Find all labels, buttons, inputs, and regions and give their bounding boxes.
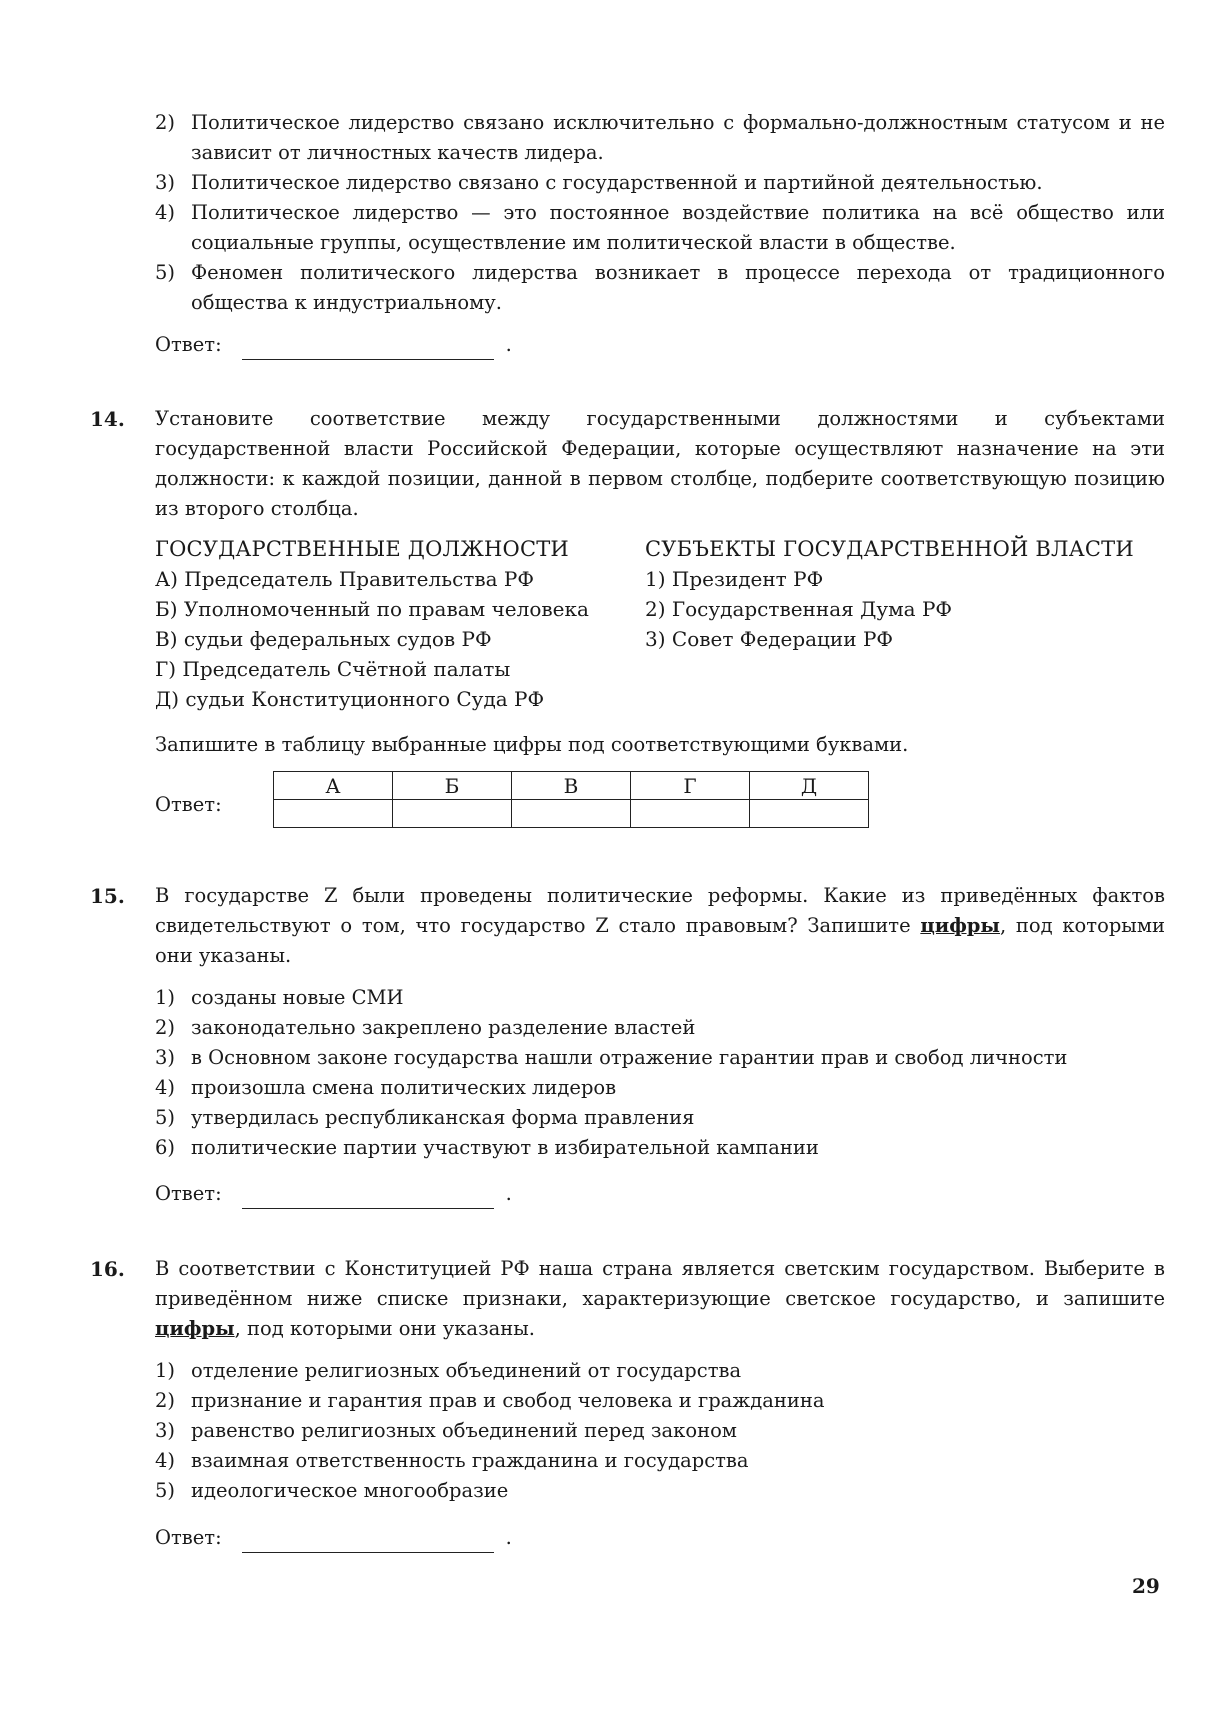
answer-header-g: Г — [631, 772, 750, 800]
page-number: 29 — [1132, 1574, 1160, 1598]
q15-options — [155, 983, 1165, 1163]
answer-cell-b[interactable] — [393, 800, 512, 828]
question-text: В государстве Z были проведены политические реформы. Какие из приведённых фактов свидетельствуют о том, что государство Z стало правовым? Запишите цифры, под которыми они указаны. — [155, 884, 1165, 967]
q16-answer: Ответ: . — [155, 1523, 512, 1553]
q14-answer-table — [273, 771, 869, 828]
answer-label: Ответ: — [155, 333, 222, 356]
answer-cell-v[interactable] — [512, 800, 631, 828]
answer-cell-g[interactable] — [631, 800, 750, 828]
answer-cell-d[interactable] — [750, 800, 869, 828]
q13-option-3: 3) Политическое лидерство связано с государственной и партийной деятельностью. — [155, 171, 1043, 194]
answer-header-b: Б — [393, 772, 512, 800]
left-item-d: Д) судьи Конституционного Суда РФ — [155, 687, 545, 711]
right-column-title: СУБЪЕКТЫ ГОСУДАРСТВЕННОЙ ВЛАСТИ — [645, 537, 1134, 561]
q14-answer-label: Ответ: — [155, 793, 222, 816]
q15-option-1: 1) созданы новые СМИ — [155, 986, 404, 1009]
left-item-g: Г) Председатель Счётной палаты — [155, 657, 511, 681]
question-number: 14. — [90, 407, 125, 431]
answer-cell-a[interactable] — [274, 800, 393, 828]
q15-answer-field[interactable] — [242, 1188, 494, 1209]
q14-left-column — [155, 534, 655, 714]
q16-answer-field[interactable] — [242, 1532, 494, 1553]
left-item-v: В) судьи федеральных судов РФ — [155, 627, 492, 651]
right-item-2: 2) Государственная Дума РФ — [645, 597, 953, 621]
question-number: 16. — [90, 1257, 125, 1281]
q14-instruction: Запишите в таблицу выбранные цифры под соответствующими буквами. — [155, 733, 909, 756]
q15-option-3: 3) в Основном законе государства нашли отражение гарантии прав и свобод личности — [155, 1046, 1068, 1069]
answer-table-input-row — [274, 800, 869, 828]
q13-option-2: 2) Политическое лидерство связано исключительно с формально-должностным статусом и не зависит от личностных качеств лидера. — [155, 111, 1165, 164]
q13-answer: Ответ: . — [155, 330, 512, 360]
answer-table-header-row — [274, 772, 869, 800]
right-item-3: 3) Совет Федерации РФ — [645, 627, 893, 651]
q16-options — [155, 1356, 1165, 1506]
q13-option-5: 5) Феномен политического лидерства возникает в процессе перехода от традиционного общества к индустриальному. — [155, 261, 1165, 314]
left-item-a: А) Председатель Правительства РФ — [155, 567, 534, 591]
q16-option-4: 4) взаимная ответственность гражданина и государства — [155, 1449, 749, 1472]
answer-header-v: В — [512, 772, 631, 800]
q13-option-4: 4) Политическое лидерство — это постоянное воздействие политика на всё общество или социальные группы, осуществление им политической власти в обществе. — [155, 201, 1165, 254]
left-item-b: Б) Уполномоченный по правам человека — [155, 597, 589, 621]
question-text: Установите соответствие между государственными должностями и субъектами государственной власти Российской Федерации, которые осуществляют назначение на эти должности: к каждой позиции, данной в первом столбце, подберите соответствующую позицию из второго столбца. — [155, 407, 1165, 520]
q15-answer: Ответ: . — [155, 1179, 512, 1209]
q15-option-6: 6) политические партии участвуют в избирательной кампании — [155, 1136, 819, 1159]
answer-label: Ответ: — [155, 1182, 222, 1205]
answer-header-d: Д — [750, 772, 869, 800]
right-item-1: 1) Президент РФ — [645, 567, 824, 591]
question-number: 15. — [90, 884, 125, 908]
q16-option-2: 2) признание и гарантия прав и свобод человека и гражданина — [155, 1389, 825, 1412]
q15-option-5: 5) утвердилась республиканская форма правления — [155, 1106, 695, 1129]
answer-header-a: А — [274, 772, 393, 800]
q16-option-3: 3) равенство религиозных объединений перед законом — [155, 1419, 737, 1442]
left-column-title: ГОСУДАРСТВЕННЫЕ ДОЛЖНОСТИ — [155, 537, 569, 561]
q14-right-column — [645, 534, 1165, 654]
q13-answer-field[interactable] — [242, 339, 494, 360]
question-text: В соответствии с Конституцией РФ наша страна является светским государством. Выберите в приведённом ниже списке признаки, характеризующие светское государство, и запишите цифры, под которыми они указаны. — [155, 1257, 1165, 1340]
q16-option-5: 5) идеологическое многообразие — [155, 1479, 509, 1502]
q16-option-1: 1) отделение религиозных объединений от государства — [155, 1359, 742, 1382]
q15-option-4: 4) произошла смена политических лидеров — [155, 1076, 617, 1099]
q13-options — [155, 108, 1165, 318]
q15-option-2: 2) законодательно закреплено разделение властей — [155, 1016, 696, 1039]
answer-label: Ответ: — [155, 1526, 222, 1549]
